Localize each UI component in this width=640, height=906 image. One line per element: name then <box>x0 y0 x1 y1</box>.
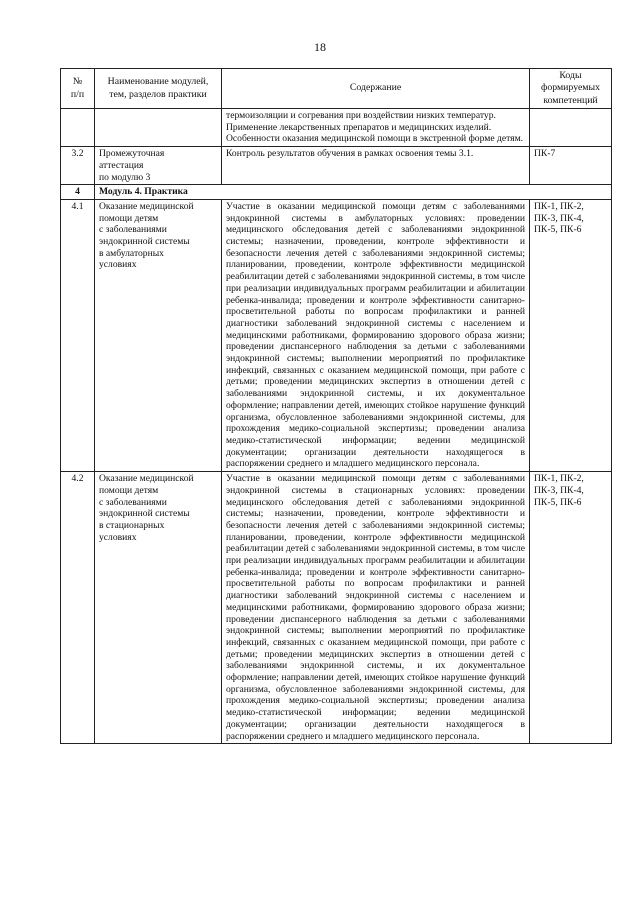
curriculum-table <box>60 68 612 744</box>
row-name: Промежуточная аттестация по модулю 3 <box>95 147 222 185</box>
row-name: Оказание медицинской помощи детям с заболеваниями эндокринной системы в амбулаторных условиях <box>95 199 222 471</box>
page-number: 18 <box>314 40 326 54</box>
row-content: Контроль результатов обучения в рамках освоения темы 3.1. <box>222 147 530 185</box>
header-codes: Коды формируемых компетенций <box>530 69 612 109</box>
header-content: Содержание <box>222 69 530 109</box>
table-row <box>61 199 612 471</box>
row-num: 4.2 <box>61 472 95 744</box>
row-codes: ПК-1, ПК-2, ПК-3, ПК-4, ПК-5, ПК-6 <box>530 472 612 744</box>
row-codes: ПК-7 <box>530 147 612 185</box>
table-row <box>61 147 612 185</box>
module-title: Модуль 4. Практика <box>95 185 612 200</box>
row-num: 3.2 <box>61 147 95 185</box>
row-content: Участие в оказании медицинской помощи детям с заболеваниями эндокринной системы в стационарных условиях: проведении медицинского обследования детей с заболеваниями эндокринной системы; назначении, проведении, контроле эффективности и безопасности лечения детей с заболеваниями эндокринной системы; планировании, проведении, контроле эффективности медицинской реабилитации детей с заболеваниями эндокринной системы, в том числе при реализации индивидуальных программ реабилитации и абилитации ребенка-инвалида; проведении и контроле эффективности санитарно-просветительной работы по вопросам профилактики и ранней диагностики заболеваний эндокринной системы с населением и медицинскими работниками, формированию здорового образа жизни; проведении диспансерного наблюдения за детьми с заболеваниями эндокринной системы; выполнении мероприятий по профилактике инфекций, связанных с оказанием медицинской помощи, при работе с детьми; проведении медицинских экспертиз в отношении детей с заболеваниями эндокринной системы, и их документальное оформление; направлении детей, имеющих стойкое нарушение функций организма, обусловленное заболеваниями эндокринной системы, для прохождения медико-социальной экспертизы; проведении анализа медико-статистической информации; ведении медицинской документации; организации деятельности находящегося в распоряжении среднего и младшего медицинского персонала. <box>222 472 530 744</box>
row-codes: ПК-1, ПК-2, ПК-3, ПК-4, ПК-5, ПК-6 <box>530 199 612 471</box>
table-row <box>61 472 612 744</box>
row-num: 4.1 <box>61 199 95 471</box>
header-num: № п/п <box>61 69 95 109</box>
row-content: термоизоляции и согревания при воздействии низких температур. Применение лекарственных препаратов и медицинских изделий. Особенности оказания медицинской помощи в экстренной форме детям. <box>222 109 530 147</box>
row-codes <box>530 109 612 147</box>
row-content: Участие в оказании медицинской помощи детям с заболеваниями эндокринной системы в амбулаторных условиях: проведении медицинского обследования детей с заболеваниями эндокринной системы; назначении, проведении, контроле эффективности и безопасности лечения детей с заболеваниями эндокринной системы; планировании, проведении, контроле эффективности медицинской реабилитации детей с заболеваниями эндокринной системы, в том числе при реализации индивидуальных программ реабилитации и абилитации ребенка-инвалида; проведении и контроле эффективности санитарно-просветительной работы по вопросам профилактики и ранней диагностики заболеваний эндокринной системы с населением и медицинскими работниками, формированию здорового образа жизни; проведении диспансерного наблюдения за детьми с заболеваниями эндокринной системы; выполнении мероприятий по профилактике инфекций, связанных с оказанием медицинской помощи, при работе с детьми; проведении медицинских экспертиз в отношении детей с заболеваниями эндокринной системы, и их документальное оформление; направлении детей, имеющих стойкое нарушение функций организма, обусловленное заболеваниями эндокринной системы, для прохождения медико-социальной экспертизы; проведении анализа медико-статистической информации; ведении медицинской документации; организации деятельности находящегося в распоряжении среднего и младшего медицинского персонала. <box>222 199 530 471</box>
module-num: 4 <box>61 185 95 200</box>
table-row <box>61 109 612 147</box>
table-header-row <box>61 69 612 109</box>
row-num <box>61 109 95 147</box>
module-row <box>61 185 612 200</box>
header-name: Наименование модулей, тем, разделов практики <box>95 69 222 109</box>
row-name: Оказание медицинской помощи детям с заболеваниями эндокринной системы в стационарных условиях <box>95 472 222 744</box>
row-name <box>95 109 222 147</box>
